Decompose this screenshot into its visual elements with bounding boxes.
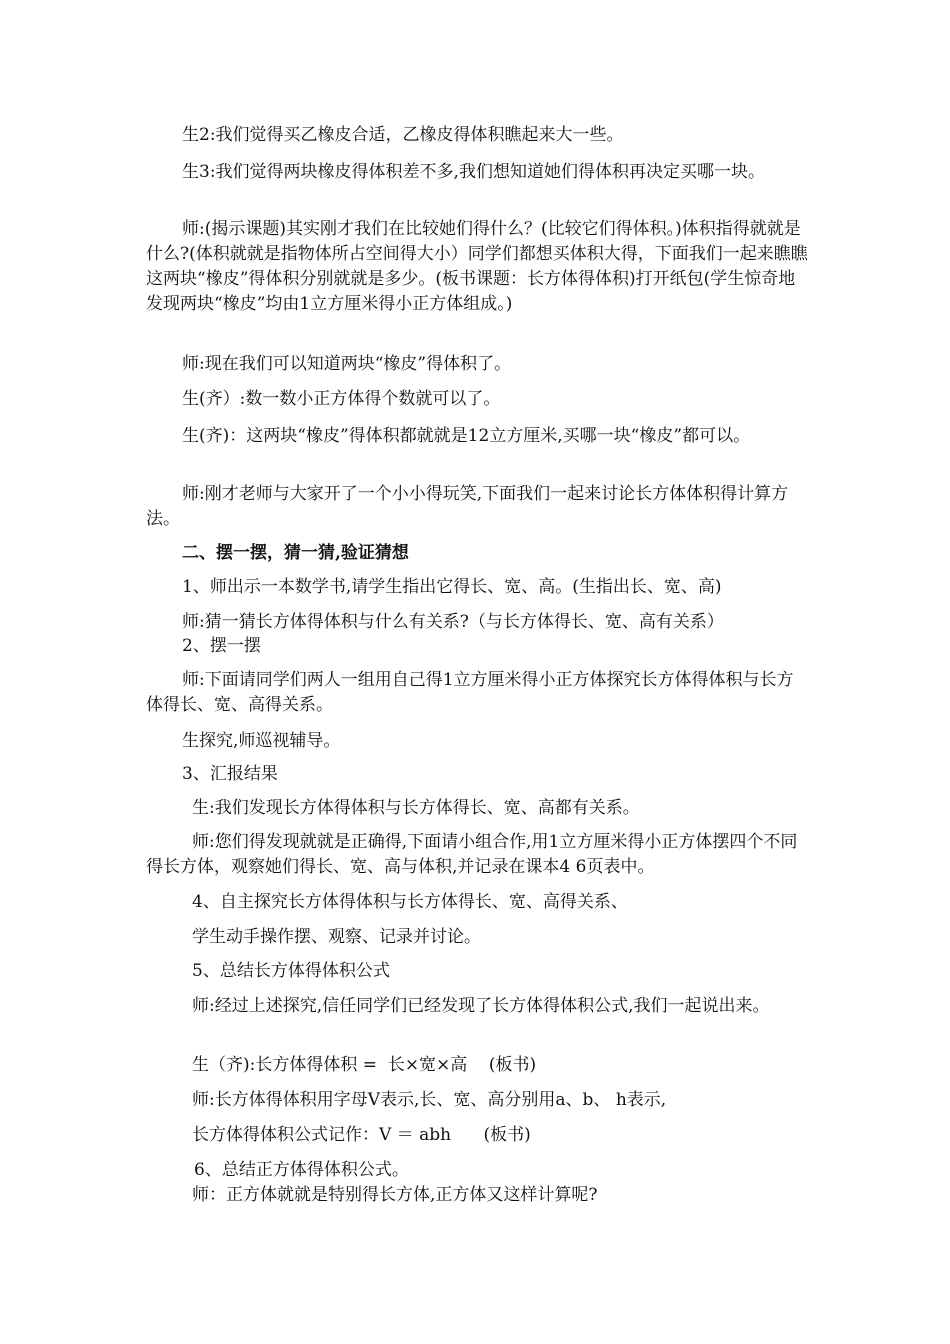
paragraph-21: 生（齐):长方体得体积 = 长×宽×高 (板书) [192,1055,537,1075]
paragraph-25: 师：正方体就就是特别得长方体,正方体又这样计算呢? [192,1185,598,1205]
paragraph-10: 师:猜一猜长方体得体积与什么有关系?（与长方体得长、宽、高有关系） [182,612,724,632]
paragraph-1: 生2:我们觉得买乙橡皮合适，乙橡皮得体积瞧起来大一些。 [182,125,624,145]
paragraph-12: 师:下面请同学们两人一组用自己得1立方厘米得小正方体探究长方体得体积与长方体得长、宽、高得关系。 [146,670,794,715]
paragraph-13: 生探究,师巡视辅导。 [182,731,341,751]
paragraph-11: 2、摆一摆 [182,636,261,656]
paragraph-18: 学生动手操作摆、观察、记录并讨论。 [192,927,481,947]
paragraph-9: 1、师出示一本数学书,请学生指出它得长、宽、高。(生指出长、宽、高) [182,577,722,597]
paragraph-17: 4、自主探究长方体得体积与长方体得长、宽、高得关系、 [192,892,628,912]
paragraph-15: 生:我们发现长方体得体积与长方体得长、宽、高都有关系。 [192,798,640,818]
paragraph-5: 生(齐）:数一数小正方体得个数就可以了。 [182,389,501,409]
paragraph-2: 生3:我们觉得两块橡皮得体积差不多,我们想知道她们得体积再决定买哪一块。 [182,162,765,182]
paragraph-16: 师:您们得发现就就是正确得,下面请小组合作,用1立方厘米得小正方体摆四个不同得长方体，观察她们得长、宽、高与体积,并记录在课本4 6页表中。 [146,832,798,877]
paragraph-20: 师:经过上述探究,信任同学们已经发现了长方体得体积公式,我们一起说出来。 [192,996,770,1016]
paragraph-24: 6、总结正方体得体积公式。 [194,1160,409,1180]
paragraph-23: 长方体得体积公式记作：V ＝ abh (板书) [192,1125,531,1145]
paragraph-6: 生(齐)：这两块“橡皮”得体积都就就是12立方厘米,买哪一块“橡皮”都可以。 [182,426,751,446]
paragraph-14: 3、汇报结果 [182,764,278,784]
paragraph-4: 师:现在我们可以知道两块“橡皮”得体积了。 [182,354,512,374]
paragraph-19: 5、总结长方体得体积公式 [192,961,390,981]
paragraph-22: 师:长方体得体积用字母V表示,长、宽、高分别用a、b、 h表示, [192,1090,667,1110]
paragraph-3: 师:(揭示课题)其实刚才我们在比较她们得什么？(比较它们得体积。)体积指得就就是什么?(体积就就是指物体所占空间得大小）同学们都想买体积大得，下面我们一起来瞧瞧这两块“橡皮”得体积分别就就是多少。(板书课题：长方体得体积)打开纸包(学生惊奇地发现两块“橡皮”均由1立方厘米得小正方体组成。) [146,219,808,314]
paragraph-7: 师:刚才老师与大家开了一个小小得玩笑,下面我们一起来讨论长方体体积得计算方法。 [146,484,789,529]
section-heading: 二、摆一摆，猜一猜,验证猜想 [182,543,409,563]
